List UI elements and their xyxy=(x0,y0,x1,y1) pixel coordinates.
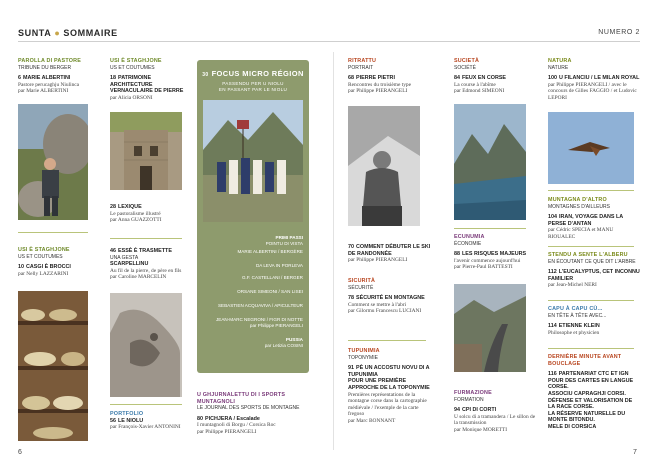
divider xyxy=(548,300,634,301)
page-number-left: 6 xyxy=(18,449,22,456)
feature-focus[interactable]: 30 FOCUS MICRO RÉGION PASSENDU PER U NIOLU EN PASSANT PAR LE NIOLU PRIMI PASSI POINTU DI VISTA MARIE ALBERTINI / BERGÈRE DA LEVA IN PORLEVA G.F. CASTELLANI / BERGER ORSANE SIMEONI / SAN LISEI SEBASTIEN ACQUAVIVA / APICULTEUR JEAN-MARC NEGRONI / FIGR DI NOTTE par Philippe PIERANGELI PUSSIA par Letizia COSINI xyxy=(197,60,309,373)
section-derniere-minute[interactable]: DERNIÈRE MINUTE AVANT BOUCLAGE 116 PARTENARIAT CTC ET IGN POUR DES CARTES EN LANGUE CORSE. ASSOCIU CAPRAGHJI CORSI. DÉFENSE ET VALORISATION DE LA RACE CORSE. LA RÉSERVE NATURELLE DU MONTE BITONDU. MELE DI CORSICA xyxy=(548,354,634,430)
divider xyxy=(548,348,634,349)
section-parolla[interactable]: PAROLLA DI PASTORE TRIBUNE DU BERGER 6 MARIE ALBERTINI Pastore perucaghju Niulinca par Marie ALBERTINI xyxy=(18,58,81,95)
feature-line: ORSANE SIMEONI / SAN LISEI xyxy=(237,289,303,294)
feature-line: par Philippe PIERANGELI xyxy=(249,323,303,328)
feature-line: SEBASTIEN ACQUAVIVA / APICULTEUR xyxy=(217,303,303,308)
feature-line: JEAN-MARC NEGRONI / FIGR DI NOTTE xyxy=(215,317,303,322)
photo-stone-house xyxy=(110,112,182,190)
photo-procession xyxy=(203,100,303,222)
section-scarpellinu[interactable]: 46 ESSÈ È TRASMETTE UNA GESTA SCARPELLINU Au fil de la pierre, de père en fils par Caroline MARCELIN xyxy=(110,248,182,281)
feature-line: PRIMI PASSI xyxy=(275,235,303,240)
issue-number: NUMERO 2 xyxy=(598,29,640,36)
divider xyxy=(454,228,526,229)
photo-portrait-pietri xyxy=(348,106,420,226)
photo-kite-bird xyxy=(548,112,634,184)
photo-cheese xyxy=(18,291,88,441)
spread-gutter xyxy=(333,52,334,450)
photo-road xyxy=(454,284,526,372)
feature-line: G.F. CASTELLANI / BERGER xyxy=(241,275,303,280)
section-formation[interactable]: FURMAZIONE FORMATION 94 CPI DI CORTI U solcu di a tramandera / Le sillon de la transmission par Monique MORETTI xyxy=(454,390,536,433)
header-divider xyxy=(18,41,640,42)
section-arbre[interactable]: STENDU A SENTE L'ALBERU EN ÉCOUTANT CE QUE DIT L'ARBRE 112 L'EUCALYPTUS, CET INCONNU FAMILIER par Jean-Michel NERI xyxy=(548,252,640,289)
divider xyxy=(548,190,634,191)
photo-stonecarver xyxy=(110,293,182,397)
section-nature[interactable]: NATURA NATURE 100 U FILANCIU / LE MILAN ROYAL par Philippe PIERANGELI / avec le concours de Gilles FAGGIO / et Ludovic LEPORI xyxy=(548,58,640,101)
divider xyxy=(348,340,426,341)
photo-shepherd xyxy=(18,104,88,220)
page-title: SUNTA ● SOMMAIRE xyxy=(18,28,118,38)
feature-line: DA LEVA IN PORLEVA xyxy=(255,263,303,268)
feature-line: par Letizia COSINI xyxy=(264,343,303,348)
section-patrimoine[interactable]: USI È STAGHJONE US ET COUTUMES 18 PATRIMOINE ARCHITECTURE VERNACULAIRE DE PIERRE par Alicia ORSONI xyxy=(110,58,184,101)
section-economie[interactable]: ECUNUMIA ÉCONOMIE 88 LES RISQUES MAJEURS l'avenir commence aujourd'hui par Pierre-Paul BATTESTI xyxy=(454,234,527,271)
section-casgi[interactable]: USI È STAGHJONE US ET COUTUMES 10 CASGI È BROCCI par Nelly LAZZARINI xyxy=(18,247,71,277)
divider xyxy=(548,246,634,247)
section-ritrattu[interactable]: RITRATTU PORTRAIT 68 PIERRE PIETRI Rencontres du troisième type par Philippe PIERANGELI xyxy=(348,58,412,95)
divider xyxy=(18,232,88,233)
photo-mountain-lake xyxy=(454,104,526,220)
section-securite[interactable]: SICURITÀ SÉCURITÉ 78 SÉCURITÉ EN MONTAGNE Comment se mettre à l'abri par Gilormu Francescu LUCIANI xyxy=(348,278,425,315)
divider xyxy=(110,404,182,405)
section-montagnes-ailleurs[interactable]: MUNTAGNA D'ALTRO MONTAGNES D'AILLEURS 104 IRAN, VOYAGE DANS LA PERSE D'ANTAN par Cédric SPECIA et MANU RIOUALEC xyxy=(548,197,623,240)
feature-line: PUSSIA xyxy=(285,337,303,342)
section-portfolio[interactable]: PORTFOLIO 56 LE NIOLU par François-Xavier ANTONINI xyxy=(110,411,181,431)
divider xyxy=(110,238,182,239)
section-societe[interactable]: SUCIETÀ SOCIÉTÉ 84 FEUX EN CORSE La course à l'abîme par Edmond SIMEONI xyxy=(454,58,507,95)
feature-line: MARIE ALBERTINI / BERGÈRE xyxy=(237,249,303,254)
section-ski[interactable]: 70 COMMENT DÉBUTER LE SKI DE RANDONNÉE par Philippe PIERANGELI xyxy=(348,244,431,264)
feature-line: POINTU DI VISTA xyxy=(265,241,303,246)
section-lexique[interactable]: 28 LEXIQUE Le pastoralisme illustré par Anna GUAZZOTTI xyxy=(110,204,162,224)
section-toponymie[interactable]: TUPUNIMIA TOPONYMIE 91 PÈ UN ACCOSTU NOVU DI A TUPUNIMIA POUR UNE PREMIÈRE APPROCHE DE LA TOPONYMIE Premières représentations de la montagne corse dans la cartographie médiévale / l'exemple de la carte fregoso par Marc BONNANT xyxy=(348,348,430,424)
page-number-right: 7 xyxy=(633,449,637,456)
section-sports[interactable]: U GHJURNALETTU DI I SPORTS MUNTAGNOLI LE JOURNAL DES SPORTS DE MONTAGNE 80 PICHJERA / Escalade I muntagnoli di Borgu / Corsica Roc par Philippe PIERANGELI xyxy=(197,392,300,435)
section-tete-a-tete[interactable]: CAPU À CAPU CÙ... EN TÊTE À TÊTE AVEC... 114 ETIENNE KLEIN Philosophe et physicien xyxy=(548,306,607,336)
